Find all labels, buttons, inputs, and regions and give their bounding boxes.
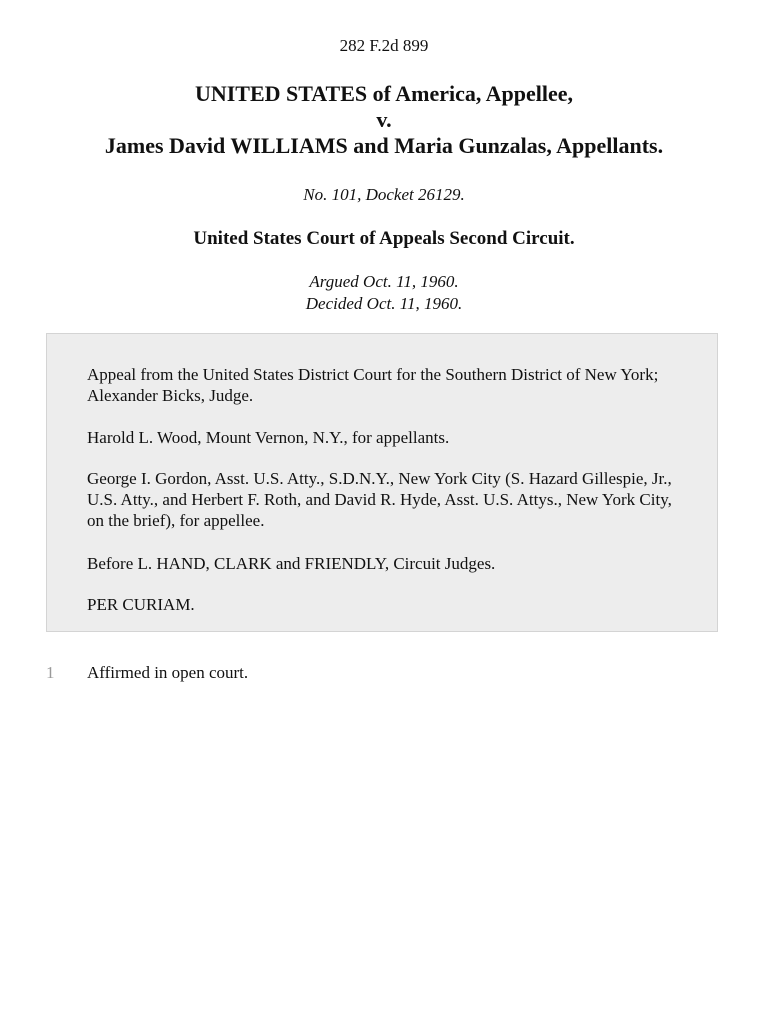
caption-versus: v. — [376, 107, 392, 132]
counsel-for-appellants: Harold L. Wood, Mount Vernon, N.Y., for appellants. — [87, 428, 450, 447]
judges-panel: Before L. HAND, CLARK and FRIENDLY, Circuit Judges. — [87, 554, 496, 573]
court-name: United States Court of Appeals Second Circuit. — [193, 228, 575, 249]
per-curiam-label: PER CURIAM. — [87, 595, 195, 614]
counsel-for-appellee: George I. Gordon, Asst. U.S. Atty., S.D.N.Y., New York City (S. Hazard Gillespie, Jr., U.S. Atty., and Herbert F. Roth, and David R. Hyde, Asst. U.S. Attys., New York City, on the brief), for appellee. — [87, 469, 672, 530]
paragraph-number: 1 — [46, 663, 55, 682]
argued-date: Argued Oct. 11, 1960. — [309, 272, 459, 291]
appeal-statement: Appeal from the United States District Court for the Southern District of New York; Alexander Bicks, Judge. — [87, 365, 659, 405]
docket-number: No. 101, Docket 26129. — [303, 185, 465, 204]
caption-appellee: UNITED STATES of America, Appellee, — [194, 81, 574, 106]
case-summary-box — [46, 333, 718, 632]
case-caption — [0, 81, 768, 159]
case-dates — [0, 271, 768, 315]
decided-date: Decided Oct. 11, 1960. — [305, 294, 463, 313]
paragraph-text: Affirmed in open court. — [87, 663, 249, 682]
case-citation: 282 F.2d 899 — [339, 36, 429, 55]
caption-appellants: James David WILLIAMS and Maria Gunzalas, Appellants. — [104, 133, 664, 158]
